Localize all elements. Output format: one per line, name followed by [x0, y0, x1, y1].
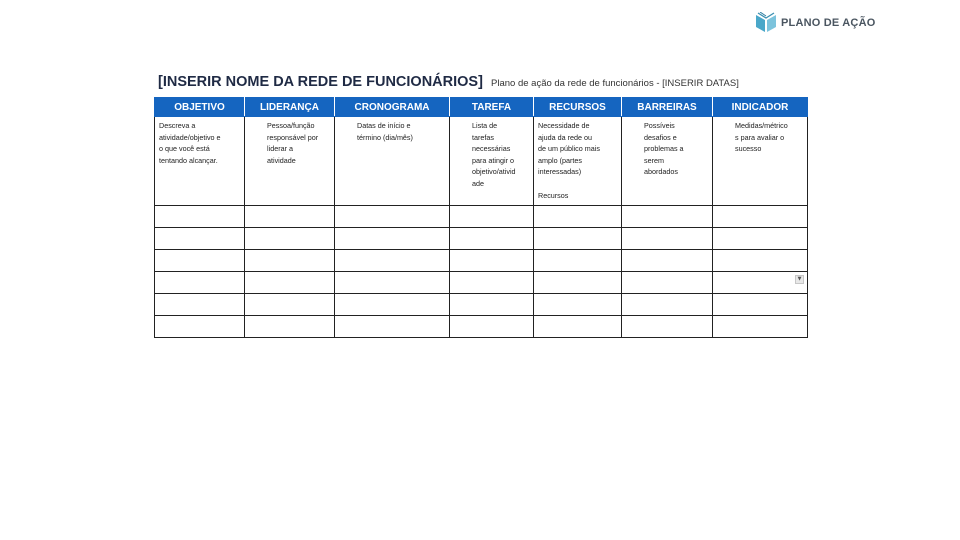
table-cell[interactable] — [335, 272, 450, 294]
table-cell[interactable] — [534, 228, 622, 250]
table-row — [155, 272, 808, 294]
table-cell[interactable] — [713, 250, 808, 272]
table-cell[interactable] — [245, 228, 335, 250]
page-title — [158, 71, 739, 90]
table-cell[interactable] — [155, 294, 245, 316]
table-cell[interactable] — [155, 206, 245, 228]
table-cell[interactable] — [155, 250, 245, 272]
table-cell[interactable] — [245, 294, 335, 316]
desc-cell-lideranca[interactable] — [245, 117, 335, 206]
table-cell[interactable] — [534, 250, 622, 272]
table-cell[interactable] — [622, 316, 713, 338]
desc-recursos-extra: Recursos — [538, 190, 569, 200]
network-name-title: [INSERIR NOME DA REDE DE FUNCIONÁRIOS] — [158, 74, 483, 90]
header-recursos: RECURSOS — [534, 98, 622, 117]
table-cell[interactable] — [713, 228, 808, 250]
chevron-down-icon[interactable]: ▼ — [795, 275, 804, 284]
table-cell[interactable] — [450, 206, 534, 228]
header-indicador: INDICADOR — [713, 98, 808, 117]
desc-indicador: Medidas/métrico s para avaliar o sucesso — [735, 121, 788, 153]
table-row — [155, 294, 808, 316]
table-cell[interactable] — [155, 272, 245, 294]
table-row — [155, 206, 808, 228]
plan-subtitle: Plano de ação da rede de funcionários - [INSERIR DATAS] — [491, 78, 739, 89]
table-cell[interactable] — [450, 316, 534, 338]
desc-tarefa: Lista de tarefas necessárias para atingir o objetivo/ativid ade — [472, 121, 516, 188]
dropdown-cell[interactable] — [713, 272, 808, 294]
table-cell[interactable] — [622, 294, 713, 316]
table-cell[interactable] — [713, 206, 808, 228]
desc-cronograma: Datas de início e término (dia/mês) — [357, 121, 413, 142]
table-cell[interactable] — [335, 206, 450, 228]
brand-name: PLANO DE AÇÃO — [781, 17, 876, 29]
table-cell[interactable] — [534, 206, 622, 228]
table-cell[interactable] — [335, 316, 450, 338]
table-cell[interactable] — [622, 250, 713, 272]
desc-recursos: Necessidade de ajuda da rede ou de um público mais amplo (partes interessadas) — [538, 121, 600, 176]
book-icon — [754, 12, 778, 34]
table-cell[interactable] — [245, 272, 335, 294]
desc-cell-barreiras[interactable] — [622, 117, 713, 206]
header-lideranca: LIDERANÇA — [245, 98, 335, 117]
table-cell[interactable] — [534, 272, 622, 294]
header-cronograma: CRONOGRAMA — [335, 98, 450, 117]
table-row — [155, 316, 808, 338]
desc-objetivo: Descreva a atividade/objetivo e o que você está tentando alcançar. — [159, 121, 221, 165]
table-row — [155, 228, 808, 250]
desc-cell-indicador[interactable] — [713, 117, 808, 206]
table-cell[interactable] — [155, 228, 245, 250]
table-cell[interactable] — [155, 316, 245, 338]
table-cell[interactable] — [450, 228, 534, 250]
table-cell[interactable] — [622, 228, 713, 250]
table-cell[interactable] — [713, 294, 808, 316]
table-cell[interactable] — [713, 316, 808, 338]
table-cell[interactable] — [622, 272, 713, 294]
table-cell[interactable] — [335, 250, 450, 272]
table-cell[interactable] — [245, 250, 335, 272]
table-cell[interactable] — [450, 250, 534, 272]
desc-cell-tarefa[interactable] — [450, 117, 534, 206]
table-cell[interactable] — [450, 272, 534, 294]
description-row — [155, 117, 808, 206]
header-tarefa: TAREFA — [450, 98, 534, 117]
desc-cell-cronograma[interactable] — [335, 117, 450, 206]
desc-cell-objetivo[interactable] — [155, 117, 245, 206]
header-objetivo: OBJETIVO — [155, 98, 245, 117]
table-cell[interactable] — [450, 294, 534, 316]
action-plan-table — [154, 97, 808, 338]
table-cell[interactable] — [245, 206, 335, 228]
table-cell[interactable] — [534, 316, 622, 338]
header-barreiras: BARREIRAS — [622, 98, 713, 117]
desc-cell-recursos[interactable] — [534, 117, 622, 206]
desc-lideranca: Pessoa/função responsável por liderar a atividade — [267, 121, 319, 165]
header-row — [155, 98, 808, 117]
table-row — [155, 250, 808, 272]
table-cell[interactable] — [245, 316, 335, 338]
table-cell[interactable] — [335, 294, 450, 316]
table-cell[interactable] — [335, 228, 450, 250]
table-cell[interactable] — [622, 206, 713, 228]
desc-barreiras: Possíveis desafios e problemas a serem abordados — [644, 121, 684, 176]
table-cell[interactable] — [534, 294, 622, 316]
brand-logo — [754, 12, 875, 34]
